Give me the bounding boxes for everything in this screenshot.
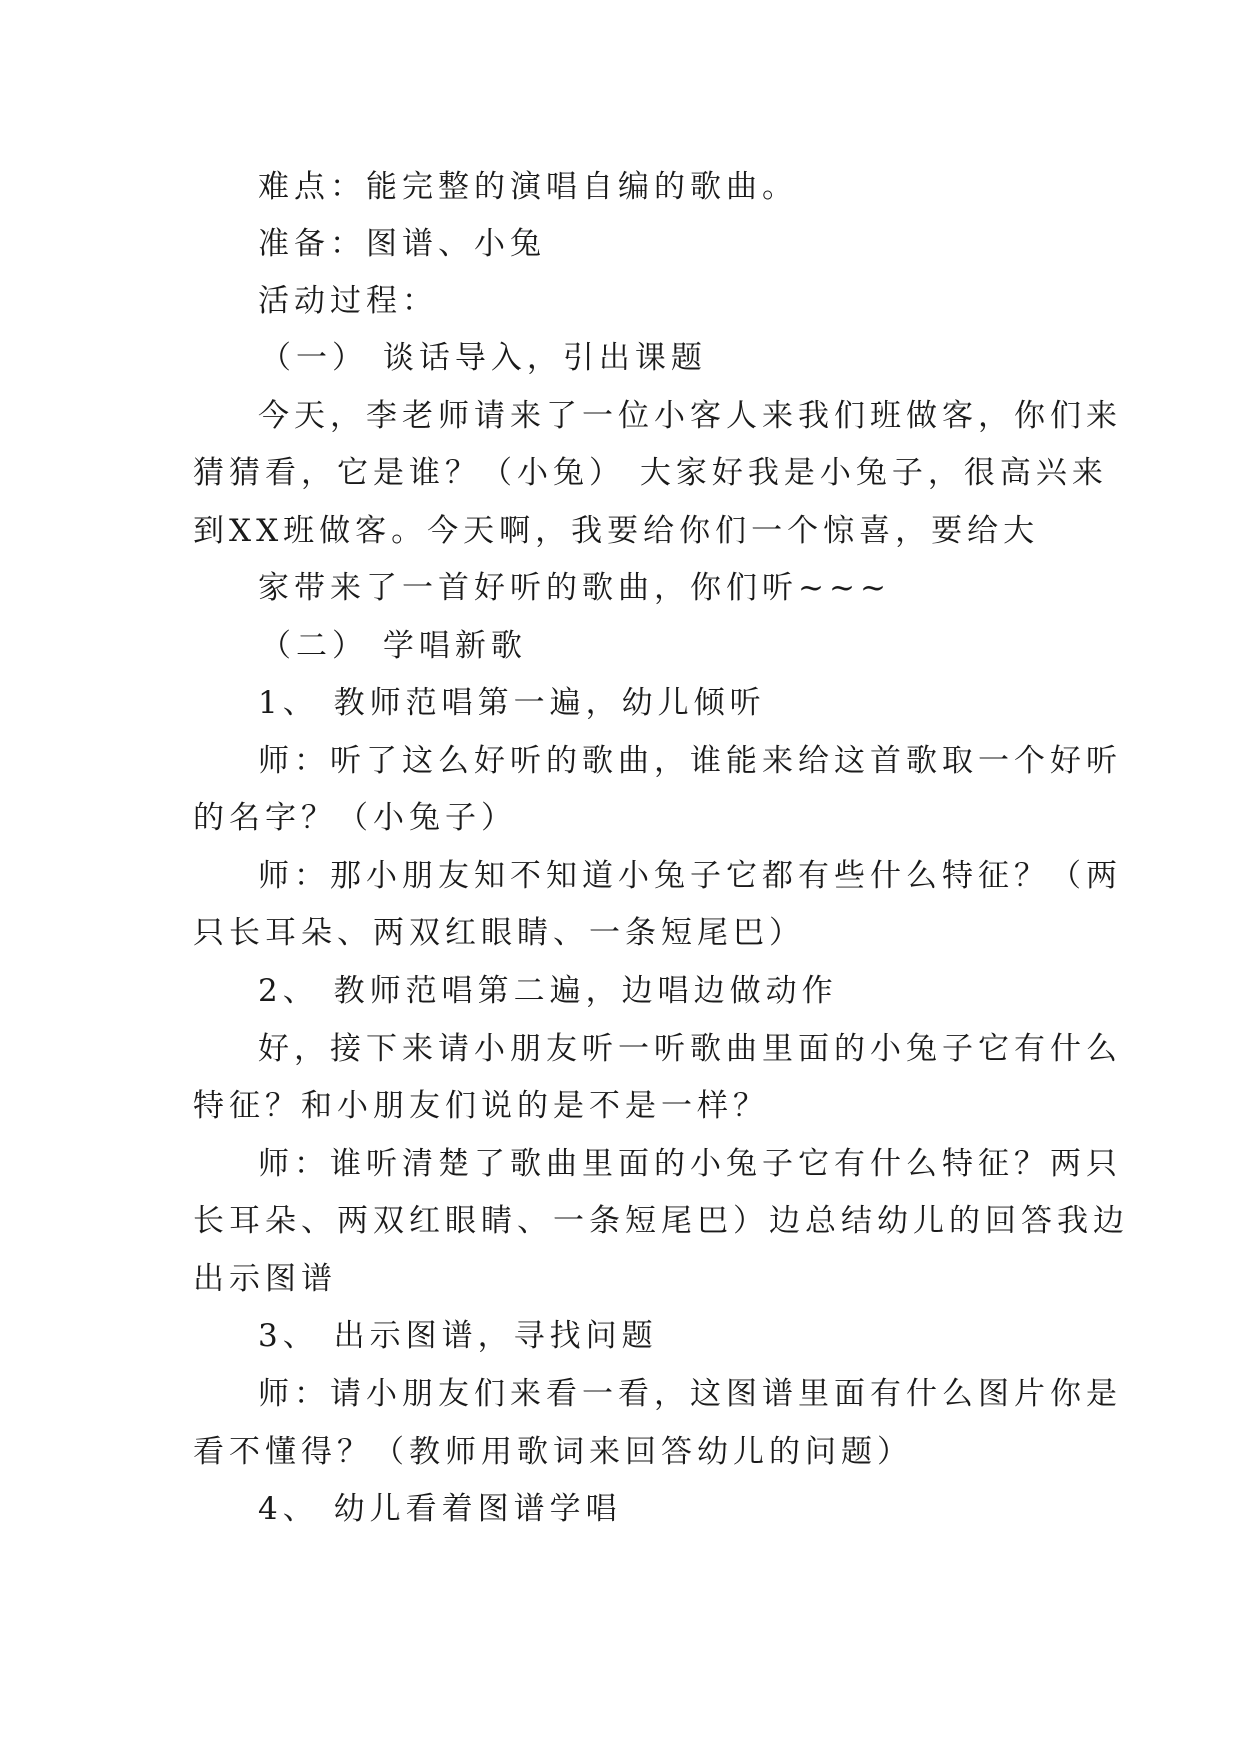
paragraph-line: 只长耳朵、两双红眼睛、一条短尾巴） <box>193 915 805 951</box>
step-heading-1: 1、 教师范唱第一遍，幼儿倾听 <box>258 685 766 721</box>
paragraph-line: 看不懂得？（教师用歌词来回答幼儿的问题） <box>193 1434 913 1470</box>
paragraph-line: 家带来了一首好听的歌曲，你们听~~~ <box>258 570 891 606</box>
paragraph-line: 好，接下来请小朋友听一听歌曲里面的小兔子它有什么 <box>258 1031 1122 1067</box>
paragraph-line: 猜猜看，它是谁？（小兔） 大家好我是小兔子，很高兴来 <box>193 455 1108 491</box>
step-heading-4: 4、 幼儿看着图谱学唱 <box>258 1491 622 1527</box>
section-heading-2: （二） 学唱新歌 <box>260 628 527 664</box>
preparation-line: 准备：图谱、小兔 <box>258 226 546 262</box>
difficulty-line: 难点：能完整的演唱自编的歌曲。 <box>258 169 798 205</box>
paragraph-line: 师：听了这么好听的歌曲，谁能来给这首歌取一个好听 <box>258 743 1122 779</box>
paragraph-line: 到XX班做客。今天啊，我要给你们一个惊喜，要给大 <box>193 513 1040 549</box>
paragraph-line: 师：谁听清楚了歌曲里面的小兔子它有什么特征？两只 <box>258 1146 1122 1182</box>
paragraph-line: 师：那小朋友知不知道小兔子它都有些什么特征？（两 <box>258 858 1122 894</box>
process-heading: 活动过程： <box>258 283 438 319</box>
step-heading-3: 3、 出示图谱，寻找问题 <box>258 1318 658 1354</box>
paragraph-line: 特征？和小朋友们说的是不是一样？ <box>193 1088 769 1124</box>
paragraph-line: 出示图谱 <box>193 1261 337 1297</box>
section-heading-1: （一） 谈话导入，引出课题 <box>260 340 707 376</box>
paragraph-line: 长耳朵、两双红眼睛、一条短尾巴）边总结幼儿的回答我边 <box>193 1203 1129 1239</box>
paragraph-line: 的名字？（小兔子） <box>193 800 517 836</box>
step-heading-2: 2、 教师范唱第二遍，边唱边做动作 <box>258 973 838 1009</box>
paragraph-line: 今天，李老师请来了一位小客人来我们班做客，你们来 <box>258 398 1122 434</box>
paragraph-line: 师：请小朋友们来看一看，这图谱里面有什么图片你是 <box>258 1376 1122 1412</box>
